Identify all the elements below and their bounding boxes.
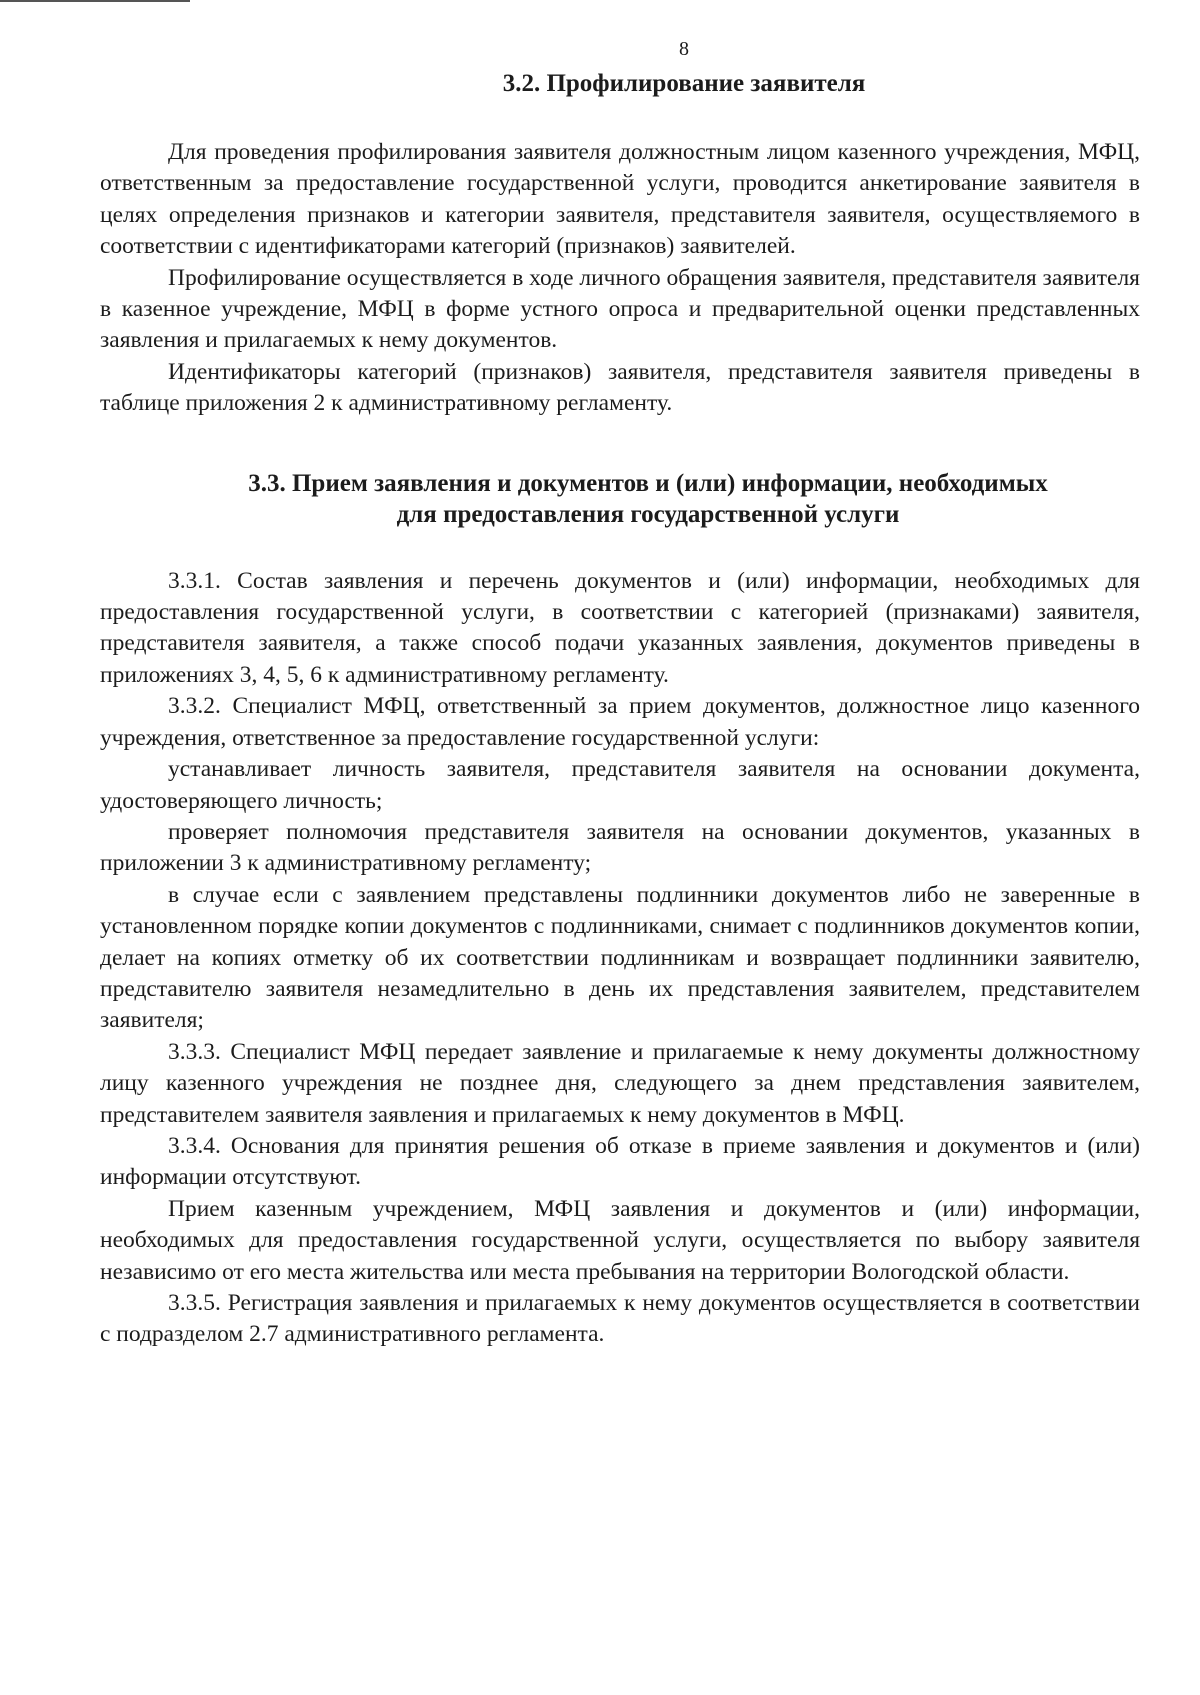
paragraph: Идентификаторы категорий (признаков) заявителя, представителя заявителя приведены в таблице приложения 2 к административному регламенту. — [100, 358, 1140, 417]
section-3-2-heading: 3.2. Профилирование заявителя — [502, 70, 866, 97]
paragraph: Профилирование осуществляется в ходе личного обращения заявителя, представителя заявителя в казенное учреждение, МФЦ в форме устного опроса и предварительной оценки представленных заявления и прилагаемых к нему документов. — [100, 264, 1140, 354]
section-3-3-body — [100, 566, 1140, 1351]
paragraph: проверяет полномочия представителя заявителя на основании документов, указанных в приложении 3 к административному регламенту; — [100, 818, 1140, 877]
paragraph: 3.3.1. Состав заявления и перечень документов и (или) информации, необходимых для предоставления государственной услуги, в соответствии с категорией (признаками) заявителя, представителя заявителя, а также способ подачи указанных заявления, документов приведены в приложениях 3, 4, 5, 6 к административному регламенту. — [100, 567, 1140, 688]
paragraph: 3.3.3. Специалист МФЦ передает заявление и прилагаемые к нему документы должностному лицу казенного учреждения не позднее дня, следующего за днем представления заявителем, представителем заявителя заявления и прилагаемых к нему документов в МФЦ. — [100, 1038, 1140, 1128]
scan-edge-line — [0, 0, 190, 2]
paragraph: Для проведения профилирования заявителя должностным лицом казенного учреждения, МФЦ, ответственным за предоставление государственной услуги, проводится анкетирование заявителя в целях определения признаков и категории заявителя, представителя заявителя, осуществляемого в соответствии с идентификаторами категорий (признаков) заявителей. — [100, 139, 1140, 260]
page-number: 8 — [679, 38, 689, 60]
paragraph: устанавливает личность заявителя, представителя заявителя на основании документа, удостоверяющего личность; — [100, 756, 1140, 814]
paragraph: 3.3.4. Основания для принятия решения об отказе в приеме заявления и документов и (или) информации отсутствуют. — [100, 1132, 1140, 1191]
paragraph: 3.3.2. Специалист МФЦ, ответственный за прием документов, должностное лицо казенного учреждения, ответственное за предоставление государственной услуги: — [100, 693, 1140, 751]
paragraph: в случае если с заявлением представлены подлинники документов либо не заверенные в установленном порядке копии документов с подлинниками, снимает с подлинников документов копии, делает на копиях отметку об их соответствии подлинникам и возвращает подлинники заявителю, представителю заявителя незамедлительно в день их представления заявителем, представителем заявителя; — [100, 881, 1140, 1034]
section-3-3-heading — [100, 468, 1140, 530]
paragraph: 3.3.5. Регистрация заявления и прилагаемых к нему документов осуществляется в соответствии с подразделом 2.7 административного регламента. — [100, 1290, 1140, 1348]
section-3-3-heading-line1: 3.3. Прием заявления и документов и (или) информации, необходимых — [248, 469, 1048, 497]
section-3-3-heading-line2: для предоставления государственной услуги — [396, 500, 900, 528]
document-page — [100, 36, 1140, 1351]
paragraph: Прием казенным учреждением, МФЦ заявления и документов и (или) информации, необходимых для предоставления государственной услуги, осуществляется по выбору заявителя независимо от его места жительства или места пребывания на территории Вологодской области. — [100, 1195, 1140, 1285]
section-3-2-body — [100, 137, 1140, 420]
